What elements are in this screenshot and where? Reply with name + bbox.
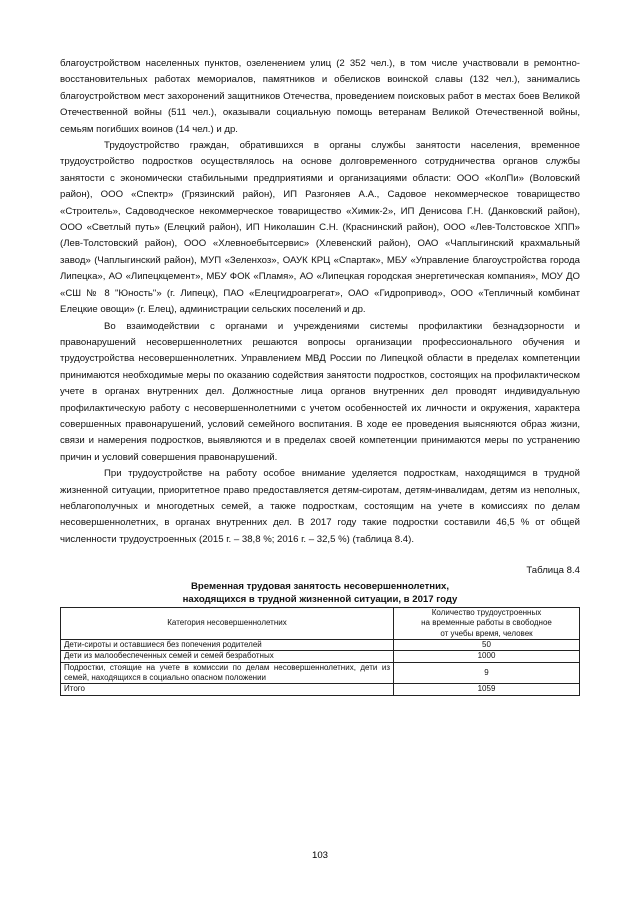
table-row xyxy=(61,662,580,684)
table-row xyxy=(61,651,580,662)
row-category: Дети-сироты и оставшиеся без попечения родителей xyxy=(61,640,394,651)
header-count-line-2: на временные работы в свободное xyxy=(421,618,552,628)
paragraph-3: Во взаимодействии с органами и учреждениями системы профилактики безнадзорности и правонарушений несовершеннолетних решаются вопросы организации профессионального обучения и трудоустройства несовершеннолетних. Управлением МВД России по Липецкой области в пределах компетенции принимаются необходимые меры по оказанию содействия занятости подростков, состоящих на профилактическом учете в органах внутренних дел. Должностные лица органов внутренних дел проводят индивидуальную профилактическую работу с несовершеннолетними с учетом особенностей их личности и окружения, характера совершенных правонарушений, условий семейного воспитания. В ходе ее проведения выясняются образ жизни, связи и намерения подростков, выявляются и в пределах своей компетенции принимаются меры по устранению причин и условий совершения правонарушений. xyxy=(60,320,580,463)
employment-table xyxy=(60,607,580,695)
paragraph-2: Трудоустройство граждан, обратившихся в органы службы занятости населения, временное трудоустройство подростков осуществлялось на основе долговременного сотрудничества органов службы занятости с экономически стабильными предприятиями и организациями области: ООО «КолПи» (Воловский район), ООО «Спектр» (Грязинский район), ИП Разгоняев А.А., Садовое некоммерческое товарищество «Строитель», Садоводческое некоммерческое товарищество «Химик-2», ИП Денисова Г.Н. (Данковский район), ООО «Светлый путь» (Елецкий район), ИП Николашин С.Н. (Краснинский район), ООО «Лев-Толстовское ХПП» (Лев-Толстовский район), ООО «Хлевноебытсервис» (Хлевенский район), ОАО «Чаплыгинский крахмальный завод» (Чаплыгинский район), МУП «Зеленхоз», ОАУК КРЦ «Спартак», МБУ «Управление благоустройства города Липецка», АО «Липецкцемент», МБУ ФОК «Пламя», АО «Липецкая городская энергетическая компания», МОУ ДО «СШ № 8 "Юность"» (г. Липецк), ПАО «Елецгидроагрегат», ОАО «Гидропривод», ООО «Тепличный комбинат Елецкие овощи» (г. Елец), администрации сельских поселений и др. xyxy=(60,140,580,316)
row-category: Дети из малообеспеченных семей и семей безработных xyxy=(61,651,394,662)
header-count-line-1: Количество трудоустроенных xyxy=(431,608,542,618)
table-header-row xyxy=(61,608,580,640)
row-category: Подростки, стоящие на учете в комиссии по делам несовершеннолетних, дети из семей, находящихся в социально опасном положении xyxy=(61,662,394,684)
table-title-line-1: Временная трудовая занятость несовершеннолетних, xyxy=(190,581,450,593)
row-count: 50 xyxy=(394,640,580,651)
paragraph-1: благоустройством населенных пунктов, озеленением улиц (2 352 чел.), в том числе участвовали в ремонтно-восстановительных работах мемориалов, памятников и обелисков воинской славы (132 чел.), занимались благоустройством мест захоронений защитников Отечества, проведением поисковых работ в местах боев Великой Отечественной войны (511 чел.), оказывали социальную помощь ветеранам Великой Отечественной войны, семьям погибших воинов (14 чел.) и др. xyxy=(60,58,580,135)
document-page xyxy=(60,56,580,696)
table-row-total xyxy=(61,684,580,695)
table-row xyxy=(61,640,580,651)
header-count xyxy=(394,608,580,640)
header-count-line-3: от учебы время, человек xyxy=(440,628,533,638)
row-count: 9 xyxy=(394,662,580,684)
row-count: 1000 xyxy=(394,651,580,662)
row-category: Итого xyxy=(61,684,394,695)
table-title-line-2: находящихся в трудной жизненной ситуации, в 2017 году xyxy=(182,594,458,606)
table-title xyxy=(60,580,580,606)
header-category: Категория несовершеннолетних xyxy=(61,608,394,640)
table-caption: Таблица 8.4 xyxy=(526,565,580,577)
page-number: 103 xyxy=(311,850,328,861)
row-count: 1059 xyxy=(394,684,580,695)
paragraph-4: При трудоустройстве на работу особое внимание уделяется подросткам, находящимся в трудной жизненной ситуации, приоритетное право предоставляется детям-сиротам, детям-инвалидам, детям из неполных, неблагополучных и многодетных семей, а также подросткам, состоящим на учете в комиссиях по делам несовершеннолетних, в органах внутренних дел. В 2017 году такие подростки составили 46,5 % от общей численности трудоустроенных (2015 г. – 38,8 %; 2016 г. – 32,5 %) (таблица 8.4). xyxy=(60,468,580,545)
